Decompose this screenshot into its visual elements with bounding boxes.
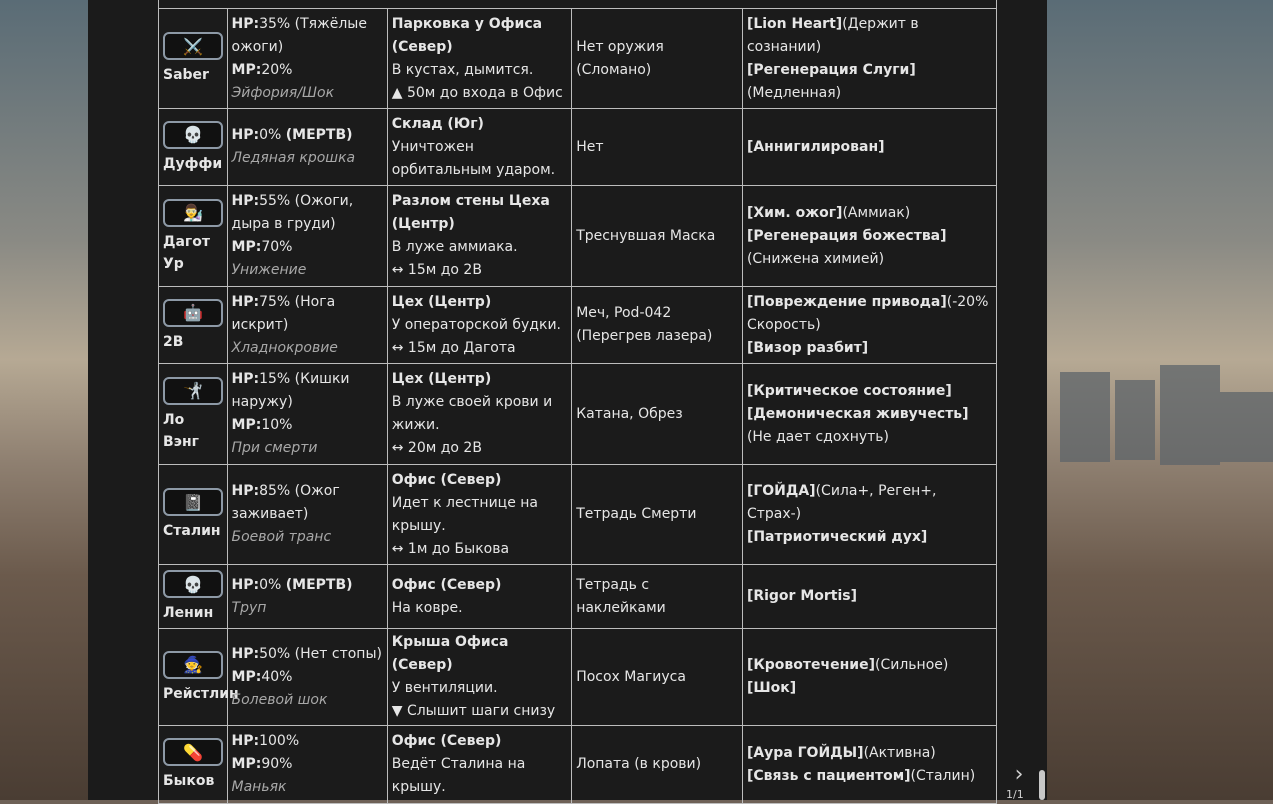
effects-cell bbox=[742, 465, 996, 565]
effect-line bbox=[747, 585, 992, 608]
effect-line bbox=[747, 291, 992, 337]
state-cell bbox=[227, 186, 387, 287]
effect-line bbox=[747, 403, 992, 449]
effect-line bbox=[747, 654, 992, 677]
character-cell bbox=[159, 109, 228, 186]
effect-line bbox=[747, 13, 992, 59]
stat-value: 55% (Ожоги, дыра в груди) bbox=[231, 193, 354, 232]
effect-line bbox=[747, 59, 992, 105]
stat-status: (МЕРТВ) bbox=[285, 127, 353, 143]
stat-label: MP: bbox=[231, 417, 262, 433]
table-row bbox=[159, 565, 997, 629]
location-detail: В кустах, дымится. bbox=[391, 61, 534, 78]
character-name: Сталин bbox=[163, 523, 221, 539]
stat-label: HP: bbox=[231, 127, 260, 143]
character-cell bbox=[159, 9, 228, 109]
weapon-cell: Катана, Обрез bbox=[572, 364, 743, 465]
stat-value: 50% (Нет стопы) bbox=[259, 645, 382, 662]
effects-cell bbox=[742, 9, 996, 109]
mood-text: Унижение bbox=[231, 262, 307, 278]
stat-label: MP: bbox=[231, 668, 262, 685]
location-title: Цех (Центр) bbox=[391, 293, 492, 310]
character-name: Ло Вэнг bbox=[163, 411, 199, 450]
state-cell bbox=[227, 109, 387, 186]
stat-line bbox=[232, 59, 383, 82]
effect-tag: [Критическое состояние] bbox=[746, 382, 952, 399]
location-cell bbox=[387, 565, 571, 629]
location-cell bbox=[387, 364, 571, 465]
character-cell bbox=[159, 465, 228, 565]
stat-status: (МЕРТВ) bbox=[285, 576, 353, 593]
effects-cell bbox=[742, 565, 996, 629]
effect-tag: [Rigor Mortis] bbox=[746, 588, 858, 604]
stat-label: HP: bbox=[231, 193, 260, 209]
mood-text: Боевой транс bbox=[231, 529, 332, 545]
location-detail: Идет к лестнице на крышу. bbox=[391, 494, 539, 534]
state-cell bbox=[227, 287, 387, 364]
effect-line bbox=[747, 136, 992, 159]
table-row bbox=[159, 9, 997, 109]
stat-line bbox=[232, 574, 383, 597]
character-name: Быков bbox=[163, 773, 215, 789]
mood-text: Хладнокровие bbox=[231, 339, 338, 356]
location-cell bbox=[387, 629, 571, 726]
location-title: Офис (Север) bbox=[391, 733, 502, 749]
location-title: Цех (Центр) bbox=[391, 371, 492, 387]
state-cell bbox=[227, 726, 387, 804]
state-cell bbox=[227, 9, 387, 109]
effect-tag: [Аннигилирован] bbox=[746, 138, 885, 155]
location-title: Разлом стены Цеха (Центр) bbox=[391, 193, 550, 232]
stat-label: HP: bbox=[231, 15, 260, 32]
effect-line bbox=[747, 380, 992, 403]
weapon-cell: Меч, Pod-042 (Перегрев лазера) bbox=[572, 287, 743, 364]
location-detail: Уничтожен орбитальным ударом. bbox=[391, 138, 556, 178]
stat-value: 75% (Нога искрит) bbox=[231, 293, 336, 333]
wizard-icon[interactable]: 🧙 bbox=[163, 651, 223, 679]
stat-value: 70% bbox=[261, 239, 293, 255]
fencer-icon[interactable]: 🤺 bbox=[163, 377, 223, 405]
mood-text: Ледяная крошка bbox=[231, 150, 356, 166]
character-cell bbox=[159, 364, 228, 465]
state-cell bbox=[227, 629, 387, 726]
location-detail: У операторской будки. bbox=[391, 316, 561, 333]
mood-text: При смерти bbox=[231, 440, 318, 456]
effect-line bbox=[747, 742, 992, 765]
location-cell bbox=[387, 109, 571, 186]
effect-line bbox=[747, 526, 992, 549]
location-detail: На ковре. bbox=[391, 599, 463, 616]
skull-icon[interactable]: 💀 bbox=[163, 570, 223, 598]
stat-value: 20% bbox=[261, 61, 293, 78]
stat-line bbox=[232, 414, 383, 437]
table-row bbox=[159, 726, 997, 804]
weapon-cell: Треснувшая Маска bbox=[572, 186, 743, 287]
android-icon[interactable]: 🤖 bbox=[163, 299, 223, 327]
stat-line bbox=[232, 13, 383, 59]
stat-line bbox=[232, 190, 383, 236]
location-title: Офис (Север) bbox=[391, 471, 502, 488]
crossed-swords-icon[interactable]: ⚔️ bbox=[163, 32, 223, 60]
scrollbar-thumb[interactable] bbox=[1039, 770, 1045, 800]
mood-text: Труп bbox=[231, 599, 267, 616]
character-name: Ленин bbox=[163, 605, 214, 621]
stat-line bbox=[232, 480, 383, 526]
character-name: Дагот Ур bbox=[163, 233, 210, 272]
character-cell bbox=[159, 186, 228, 287]
effect-note: (Аммиак) bbox=[842, 204, 911, 221]
character-cell bbox=[159, 726, 228, 804]
stat-label: MP: bbox=[231, 756, 262, 772]
effect-note: (Держит в сознании) bbox=[746, 15, 919, 55]
state-cell bbox=[227, 565, 387, 629]
stat-value: 10% bbox=[261, 417, 293, 433]
notebook-icon[interactable]: 📓 bbox=[163, 488, 223, 516]
mood-text: Эйфория/Шок bbox=[231, 84, 335, 101]
character-cell bbox=[159, 565, 228, 629]
effect-tag: [Демоническая живучесть] bbox=[746, 405, 969, 422]
location-title: Офис (Север) bbox=[391, 576, 502, 593]
table-top-edge bbox=[158, 0, 997, 8]
effect-tag: [Повреждение привода] bbox=[746, 293, 947, 310]
effect-note: (Активна) bbox=[863, 744, 936, 761]
stat-value: 0% bbox=[259, 127, 286, 143]
character-cell bbox=[159, 629, 239, 726]
stat-label: HP: bbox=[231, 483, 260, 499]
effect-tag: [ГОЙДА] bbox=[746, 483, 816, 499]
location-detail: ↔ 1м до Быкова bbox=[391, 540, 510, 557]
effect-tag: [Визор разбит] bbox=[746, 339, 869, 356]
stat-line bbox=[232, 124, 383, 147]
character-name: Рейстлин bbox=[163, 685, 239, 702]
stat-value: 35% (Тяжёлые ожоги) bbox=[231, 15, 367, 55]
table-row bbox=[159, 287, 997, 364]
effect-line bbox=[747, 337, 992, 360]
effect-tag: [Регенерация божества] bbox=[746, 227, 947, 244]
effect-note: (Снижена химией) bbox=[746, 250, 885, 267]
effects-cell bbox=[742, 287, 996, 364]
stat-value: 0% bbox=[259, 576, 286, 593]
location-title: Крыша Офиса (Север) bbox=[391, 634, 509, 673]
stat-label: HP: bbox=[231, 576, 260, 593]
character-name: 2B bbox=[163, 333, 184, 350]
location-cell bbox=[387, 287, 571, 364]
location-detail: ▼ Слышит шаги снизу bbox=[391, 703, 556, 719]
table-row bbox=[159, 109, 997, 186]
location-cell bbox=[387, 465, 571, 565]
stat-value: 90% bbox=[261, 756, 293, 772]
character-name: Дуффи bbox=[163, 155, 223, 172]
effect-line bbox=[747, 765, 992, 788]
stat-line bbox=[232, 291, 383, 337]
stat-label: MP: bbox=[231, 61, 262, 78]
location-cell bbox=[387, 9, 571, 109]
weapon-cell: Нет оружия (Сломано) bbox=[572, 9, 743, 109]
effects-cell bbox=[742, 186, 996, 287]
mood-text: Болевой шок bbox=[231, 691, 328, 708]
location-detail: В луже своей крови и жижи. bbox=[391, 394, 553, 433]
stat-label: MP: bbox=[231, 239, 262, 255]
location-detail: У вентиляции. bbox=[391, 680, 498, 696]
effects-cell bbox=[742, 109, 996, 186]
table-row bbox=[159, 186, 997, 287]
stat-line bbox=[232, 753, 383, 776]
effect-tag: [Шок] bbox=[746, 680, 797, 696]
stat-line bbox=[232, 730, 383, 753]
weapon-cell: Нет bbox=[572, 109, 743, 186]
location-detail: ↔ 20м до 2B bbox=[391, 440, 482, 456]
location-detail: Ведёт Сталина на крышу. bbox=[391, 756, 526, 795]
effect-tag: [Lion Heart] bbox=[746, 15, 843, 32]
effect-note: (Медленная) bbox=[746, 84, 842, 101]
effect-line bbox=[747, 225, 992, 271]
weapon-cell: Тетрадь Смерти bbox=[572, 465, 743, 565]
effect-line bbox=[747, 677, 992, 700]
effect-tag: [Аура ГОЙДЫ] bbox=[746, 744, 864, 761]
state-cell bbox=[227, 465, 387, 565]
weapon-cell: Тетрадь с наклейками bbox=[572, 565, 743, 629]
stat-label: HP: bbox=[231, 293, 260, 310]
location-cell bbox=[387, 726, 571, 804]
effect-line bbox=[747, 480, 992, 526]
effect-tag: [Кровотечение] bbox=[746, 657, 875, 673]
effect-note: (-20% Скорость) bbox=[746, 293, 989, 333]
effect-tag: [Регенерация Слуги] bbox=[746, 61, 916, 78]
stat-line bbox=[232, 666, 383, 689]
effect-tag: [Патриотический дух] bbox=[746, 529, 928, 545]
effect-tag: [Хим. ожог] bbox=[746, 204, 843, 221]
location-cell bbox=[387, 186, 571, 287]
pill-icon[interactable]: 💊 bbox=[163, 738, 223, 766]
mood-text: Маньяк bbox=[231, 779, 287, 795]
stat-value: 100% bbox=[259, 733, 300, 749]
effect-note: (Сталин) bbox=[910, 767, 976, 784]
effect-note: (Сила+, Реген+, Страх-) bbox=[746, 483, 937, 522]
location-detail: ↔ 15м до Дагота bbox=[391, 339, 516, 356]
effect-line bbox=[747, 202, 992, 225]
stat-line bbox=[232, 643, 383, 666]
weapon-cell: Лопата (в крови) bbox=[572, 726, 743, 804]
location-detail: ▲ 50м до входа в Офис bbox=[391, 84, 563, 101]
table-row bbox=[159, 629, 997, 726]
state-cell bbox=[227, 364, 387, 465]
scientist-icon[interactable]: 👨‍🔬 bbox=[163, 199, 223, 227]
chevron-right-icon[interactable]: › bbox=[1014, 762, 1024, 787]
stat-label: HP: bbox=[231, 645, 260, 662]
location-detail: ↔ 15м до 2B bbox=[391, 262, 482, 278]
stat-value: 40% bbox=[261, 668, 293, 685]
stat-label: HP: bbox=[231, 733, 260, 749]
character-cell bbox=[159, 287, 228, 364]
effects-cell bbox=[742, 629, 996, 726]
stat-line bbox=[232, 236, 383, 259]
weapon-cell: Посох Магиуса bbox=[572, 629, 743, 726]
character-name: Saber bbox=[163, 67, 209, 83]
effects-cell bbox=[742, 726, 996, 804]
stat-value: 85% (Ожог заживает) bbox=[231, 483, 340, 522]
effect-note: (Сильное) bbox=[875, 657, 949, 673]
effect-note: (Не дает сдохнуть) bbox=[746, 428, 890, 445]
table-row bbox=[159, 364, 997, 465]
effect-tag: [Связь с пациентом] bbox=[746, 767, 911, 784]
table-row bbox=[159, 465, 997, 565]
effects-cell bbox=[742, 364, 996, 465]
pager-counter: 1/1 bbox=[1006, 788, 1024, 801]
stat-label: HP: bbox=[231, 371, 260, 387]
location-title: Парковка у Офиса (Север) bbox=[391, 15, 543, 55]
location-title: Склад (Юг) bbox=[391, 115, 484, 132]
character-status-table bbox=[158, 8, 997, 804]
stat-line bbox=[232, 368, 383, 414]
skull-icon[interactable]: 💀 bbox=[163, 121, 223, 149]
location-detail: В луже аммиака. bbox=[391, 239, 518, 255]
stat-value: 15% (Кишки наружу) bbox=[231, 371, 350, 410]
